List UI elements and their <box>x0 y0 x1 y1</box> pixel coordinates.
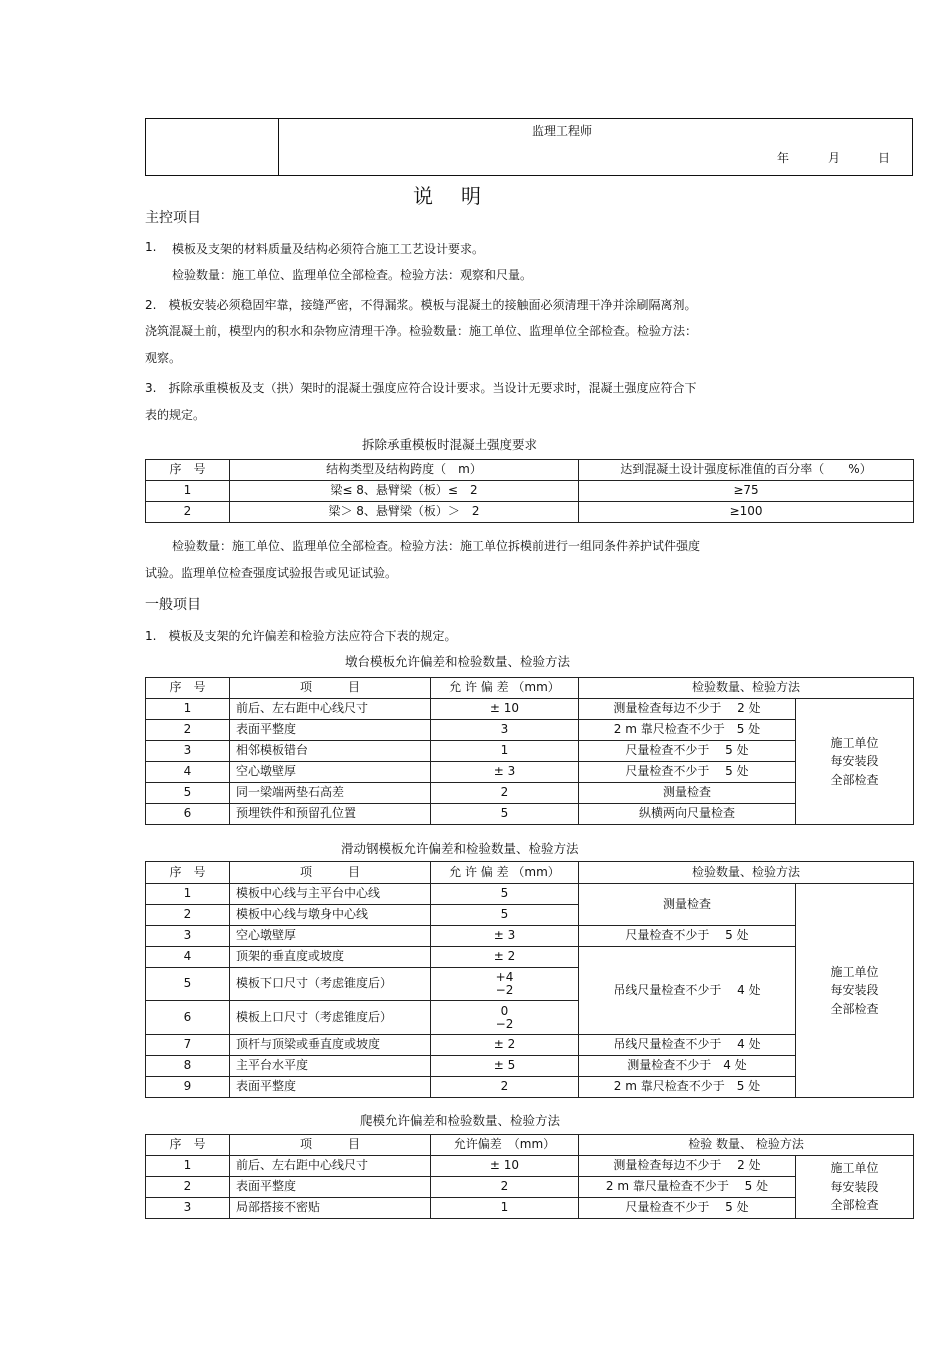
cell: 1 <box>146 481 230 502</box>
cell: 模板中心线与主平台中心线 <box>230 884 431 905</box>
cell: ± 3 <box>431 926 579 947</box>
strength-table <box>145 459 914 523</box>
cell: 梁＞ 8、悬臂梁（板）＞ 2 <box>230 502 579 523</box>
cell: 5 <box>146 968 230 1001</box>
merged-inspection-cell: 施工单位 每安装段 全部检查 <box>796 699 914 825</box>
merged-inspection-cell: 施工单位 每安装段 全部检查 <box>796 1156 914 1219</box>
table4-caption: 爬模允许偏差和检验数量、检验方法 <box>360 1113 561 1128</box>
cell: 顶杆与顶梁或垂直度或坡度 <box>230 1035 431 1056</box>
table-row <box>146 502 914 523</box>
page-title: 说 明 <box>413 184 485 208</box>
cell: 表面平整度 <box>230 720 431 741</box>
cell: 表面平整度 <box>230 1177 431 1198</box>
cell: ± 5 <box>431 1056 579 1077</box>
cell: ± 2 <box>431 1035 579 1056</box>
cell: 尺量检查不少于 5 处 <box>579 1198 796 1219</box>
table-row <box>146 1156 914 1177</box>
cell: ± 3 <box>431 762 579 783</box>
cell: 2 <box>146 502 230 523</box>
cell: ≥100 <box>579 502 914 523</box>
cell: ± 2 <box>431 947 579 968</box>
cell: 测量检查每边不少于 2 处 <box>579 699 796 720</box>
cell: 6 <box>146 1001 230 1035</box>
cell: 8 <box>146 1056 230 1077</box>
cell: 测量检查 <box>579 884 796 926</box>
table-header-row <box>146 862 914 884</box>
cell: 1 <box>146 884 230 905</box>
header-cell: 序 号 <box>146 862 230 884</box>
main-item2-line1: 2. 模板安装必须稳固牢靠，接缝严密，不得漏浆。模板与混凝土的接触面必须清理干净并涂刷隔离剂。 <box>145 298 697 312</box>
cell: 模板上口尺寸（考虑锥度后） <box>230 1001 431 1035</box>
table-header-row <box>146 678 914 699</box>
year-label: 年 <box>777 151 790 165</box>
cell: 模板下口尺寸（考虑锥度后） <box>230 968 431 1001</box>
table3-caption: 滑动钢模板允许偏差和检验数量、检验方法 <box>341 841 579 856</box>
after-table1-line2: 试验。监理单位检查强度试验报告或见证试验。 <box>145 566 398 580</box>
header-cell: 检验 数量、 检验方法 <box>579 1135 914 1156</box>
slipform-table <box>145 861 914 1098</box>
cell: 测量检查 <box>579 783 796 804</box>
main-item1-line2: 检验数量：施工单位、监理单位全部检查。检验方法：观察和尺量。 <box>172 268 533 282</box>
general-item1: 1. 模板及支架的允许偏差和检验方法应符合下表的规定。 <box>145 629 457 643</box>
cell: 2 <box>146 720 230 741</box>
header-cell: 项 目 <box>230 678 431 699</box>
cell: ± 10 <box>431 699 579 720</box>
header-cell: 项 目 <box>230 862 431 884</box>
table-header-row <box>146 460 914 481</box>
cell: 同一梁端两垫石高差 <box>230 783 431 804</box>
cell: 1 <box>431 1198 579 1219</box>
main-control-heading: 主控项目 <box>145 210 201 226</box>
cell: +4 −2 <box>431 968 579 1001</box>
cell: 2 <box>431 783 579 804</box>
cell: 2 m 靠尺检查不少于 5 处 <box>579 720 796 741</box>
cell: 尺量检查不少于 5 处 <box>579 926 796 947</box>
header-cell: 允 许 偏 差 （mm） <box>431 862 579 884</box>
cell: 9 <box>146 1077 230 1098</box>
cell: 模板中心线与墩身中心线 <box>230 905 431 926</box>
main-item3-line1: 3. 拆除承重模板及支（拱）架时的混凝土强度应符合设计要求。当设计无要求时，混凝土强度应符合下 <box>145 381 697 395</box>
cell: ± 10 <box>431 1156 579 1177</box>
table2-caption: 墩台模板允许偏差和检验数量、检验方法 <box>345 654 571 669</box>
table-row <box>146 481 914 502</box>
header-cell: 达到混凝土设计强度标准值的百分率（ %） <box>579 460 914 481</box>
cell: 0 −2 <box>431 1001 579 1035</box>
cell: 5 <box>146 783 230 804</box>
cell: 7 <box>146 1035 230 1056</box>
header-cell: 序 号 <box>146 1135 230 1156</box>
item1-number: 1. <box>145 240 157 254</box>
cell: 局部搭接不密贴 <box>230 1198 431 1219</box>
day-label: 日 <box>878 151 891 165</box>
cell: 纵横两向尺量检查 <box>579 804 796 825</box>
header-cell: 检验数量、检验方法 <box>579 678 914 699</box>
cell: 主平台水平度 <box>230 1056 431 1077</box>
main-item2-line2: 浇筑混凝土前，模型内的积水和杂物应清理干净。检验数量：施工单位、监理单位全部检查。检验方法： <box>145 324 698 338</box>
general-heading: 一般项目 <box>145 597 201 613</box>
header-cell: 序 号 <box>146 678 230 699</box>
cell: 1 <box>431 741 579 762</box>
table1-caption: 拆除承重模板时混凝土强度要求 <box>362 437 538 452</box>
cell: 2 m 靠尺检查不少于 5 处 <box>579 1077 796 1098</box>
cell: 尺量检查不少于 5 处 <box>579 741 796 762</box>
pier-formwork-table <box>145 677 914 825</box>
supervising-engineer-label: 监理工程师 <box>532 124 593 138</box>
cell: 预埋铁件和预留孔位置 <box>230 804 431 825</box>
signoff-box <box>145 118 913 176</box>
main-item3-line2: 表的规定。 <box>145 408 206 422</box>
cell: 尺量检查不少于 5 处 <box>579 762 796 783</box>
cell: 测量检查每边不少于 2 处 <box>579 1156 796 1177</box>
cell: 3 <box>146 741 230 762</box>
cell: 3 <box>146 1198 230 1219</box>
cell: 2 <box>431 1177 579 1198</box>
header-cell: 项 目 <box>230 1135 431 1156</box>
main-item1-line1: 模板及支架的材料质量及结构必须符合施工工艺设计要求。 <box>172 242 485 256</box>
header-cell: 序 号 <box>146 460 230 481</box>
cell: 前后、左右距中心线尺寸 <box>230 1156 431 1177</box>
cell: 2 <box>146 1177 230 1198</box>
after-table1-line1: 检验数量：施工单位、监理单位全部检查。检验方法：施工单位拆模前进行一组同条件养护试件强度 <box>172 539 701 553</box>
merged-inspection-cell: 施工单位 每安装段 全部检查 <box>796 884 914 1098</box>
main-item2-line3: 观察。 <box>145 351 182 365</box>
climbing-form-table <box>145 1134 914 1219</box>
header-cell: 结构类型及结构跨度（ m） <box>230 460 579 481</box>
cell: 梁≤ 8、悬臂梁（板）≤ 2 <box>230 481 579 502</box>
cell: 1 <box>146 1156 230 1177</box>
header-cell: 允许偏差 （mm） <box>431 1135 579 1156</box>
cell: 3 <box>431 720 579 741</box>
cell: 1 <box>146 699 230 720</box>
cell: 前后、左右距中心线尺寸 <box>230 699 431 720</box>
cell: 5 <box>431 804 579 825</box>
cell: 2 m 靠尺量检查不少于 5 处 <box>579 1177 796 1198</box>
cell: 空心墩壁厚 <box>230 762 431 783</box>
cell: 空心墩壁厚 <box>230 926 431 947</box>
cell: 相邻模板错台 <box>230 741 431 762</box>
table-row <box>146 884 914 905</box>
cell: 吊线尺量检查不少于 4 处 <box>579 947 796 1035</box>
header-cell: 允 许 偏 差 （mm） <box>431 678 579 699</box>
header-cell: 检验数量、检验方法 <box>579 862 914 884</box>
month-label: 月 <box>828 151 841 165</box>
cell: 6 <box>146 804 230 825</box>
signoff-divider <box>278 119 279 175</box>
cell: 3 <box>146 926 230 947</box>
cell: 5 <box>431 884 579 905</box>
cell: 4 <box>146 762 230 783</box>
cell: 2 <box>146 905 230 926</box>
cell: 4 <box>146 947 230 968</box>
cell: 2 <box>431 1077 579 1098</box>
cell: 测量检查不少于 4 处 <box>579 1056 796 1077</box>
cell: 顶架的垂直度或坡度 <box>230 947 431 968</box>
cell: 表面平整度 <box>230 1077 431 1098</box>
table-header-row <box>146 1135 914 1156</box>
cell: ≥75 <box>579 481 914 502</box>
table-row <box>146 699 914 720</box>
cell: 5 <box>431 905 579 926</box>
cell: 吊线尺量检查不少于 4 处 <box>579 1035 796 1056</box>
